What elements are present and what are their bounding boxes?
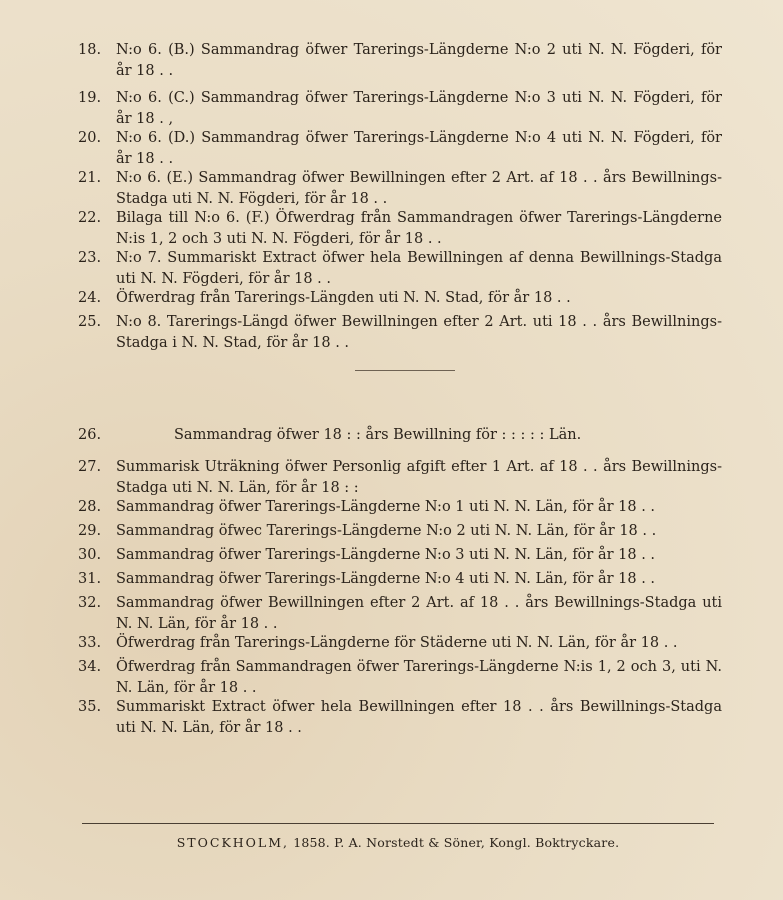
entry-text: N:o 8. Tarerings-Längd öfwer Bewillningen efter 2 Art. uti 18 . . års Bewillnings-Stadga i N. N. Stad, för år 18 . .	[116, 314, 722, 351]
entry-text: Sammandrag öfwer Tarerings-Längderne N:o 3 uti N. N. Län, för år 18 . .	[116, 547, 656, 563]
entry-text: Öfwerdrag från Sammandragen öfwer Tarerings-Längderne N:is 1, 2 och 3, uti N. N. Län, för år 18 . .	[116, 659, 722, 696]
entry-25	[78, 312, 722, 354]
entry-text: Öfwerdrag från Tarerings-Längderne för Städerne uti N. N. Län, för år 18 . .	[116, 635, 678, 651]
entry-22	[78, 208, 722, 250]
section-heading: Sammandrag öfwer 18 : : års Bewillning för : : : : : Län.	[174, 427, 582, 443]
entry-number: 21.	[78, 170, 102, 186]
printer-imprint	[82, 835, 714, 850]
entry-text: Sammandrag öfwec Tarerings-Längderne N:o 2 uti N. N. Län, för år 18 . .	[116, 523, 657, 539]
entry-number: 26.	[78, 427, 102, 443]
entry-number: 19.	[78, 90, 102, 106]
entry-33	[78, 633, 722, 654]
footer-rule	[82, 823, 714, 824]
entry-number: 22.	[78, 210, 102, 226]
entry-number: 33.	[78, 635, 102, 651]
entry-18	[78, 40, 722, 82]
entry-31	[78, 569, 722, 590]
entry-text: N:o 6. (E.) Sammandrag öfwer Bewillningen efter 2 Art. af 18 . . års Bewillnings-Stadga uti N. N. Fögderi, för år 18 . .	[116, 170, 722, 207]
entry-number: 18.	[78, 42, 102, 58]
entry-35	[78, 697, 722, 739]
section-divider	[355, 370, 455, 371]
entry-number: 29.	[78, 523, 102, 539]
entry-number: 30.	[78, 547, 102, 563]
entry-26-heading	[78, 425, 722, 446]
entry-number: 20.	[78, 130, 102, 146]
entry-number: 31.	[78, 571, 102, 587]
entry-number: 32.	[78, 595, 102, 611]
entry-27	[78, 457, 722, 499]
entry-21	[78, 168, 722, 210]
entry-text: Summariskt Extract öfwer hela Bewillningen efter 18 . . års Bewillnings-Stadga uti N. N. Län, för år 18 . .	[116, 699, 722, 736]
entry-number: 24.	[78, 290, 102, 306]
imprint-city: STOCKHOLM,	[176, 835, 290, 850]
entry-text: Öfwerdrag från Tarerings-Längden uti N. N. Stad, för år 18 . .	[116, 290, 571, 306]
entry-number: 34.	[78, 659, 102, 675]
entry-28	[78, 497, 722, 518]
entry-text: N:o 7. Summariskt Extract öfwer hela Bewillningen af denna Bewillnings-Stadga uti N. N. Fögderi, för år 18 . .	[116, 250, 722, 287]
entry-24	[78, 288, 722, 309]
entry-text: N:o 6. (C.) Sammandrag öfwer Tarerings-Längderne N:o 3 uti N. N. Fögderi, för år 18 . ,	[116, 90, 722, 127]
entry-32	[78, 593, 722, 635]
entry-23	[78, 248, 722, 290]
entry-34	[78, 657, 722, 699]
entry-20	[78, 128, 722, 170]
entry-text: Sammandrag öfwer Bewillningen efter 2 Art. af 18 . . års Bewillnings-Stadga uti N. N. Län, för år 18 . .	[116, 595, 722, 632]
entry-number: 25.	[78, 314, 102, 330]
entry-text: Sammandrag öfwer Tarerings-Längderne N:o 1 uti N. N. Län, för år 18 . .	[116, 499, 656, 515]
entry-29	[78, 521, 722, 542]
entry-number: 35.	[78, 699, 102, 715]
entry-text: Summarisk Uträkning öfwer Personlig afgift efter 1 Art. af 18 . . års Bewillnings-Stadga uti N. N. Län, för år 18 : :	[116, 459, 722, 496]
entry-number: 23.	[78, 250, 102, 266]
entry-30	[78, 545, 722, 566]
entry-text: N:o 6. (D.) Sammandrag öfwer Tarerings-Längderne N:o 4 uti N. N. Fögderi, för år 18 . .	[116, 130, 722, 167]
imprint-details: 1858. P. A. Norstedt & Söner, Kongl. Boktryckare.	[289, 835, 620, 850]
entry-text: N:o 6. (B.) Sammandrag öfwer Tarerings-Längderne N:o 2 uti N. N. Fögderi, för år 18 . .	[116, 42, 722, 79]
entry-number: 28.	[78, 499, 102, 515]
entry-19	[78, 88, 722, 130]
entry-text: Bilaga till N:o 6. (F.) Öfwerdrag från Sammandragen öfwer Tarerings-Längderne N:is 1, 2 och 3 uti N. N. Fögderi, för år 18 . .	[116, 210, 722, 247]
entry-number: 27.	[78, 459, 102, 475]
entry-text: Sammandrag öfwer Tarerings-Längderne N:o 4 uti N. N. Län, för år 18 . .	[116, 571, 656, 587]
